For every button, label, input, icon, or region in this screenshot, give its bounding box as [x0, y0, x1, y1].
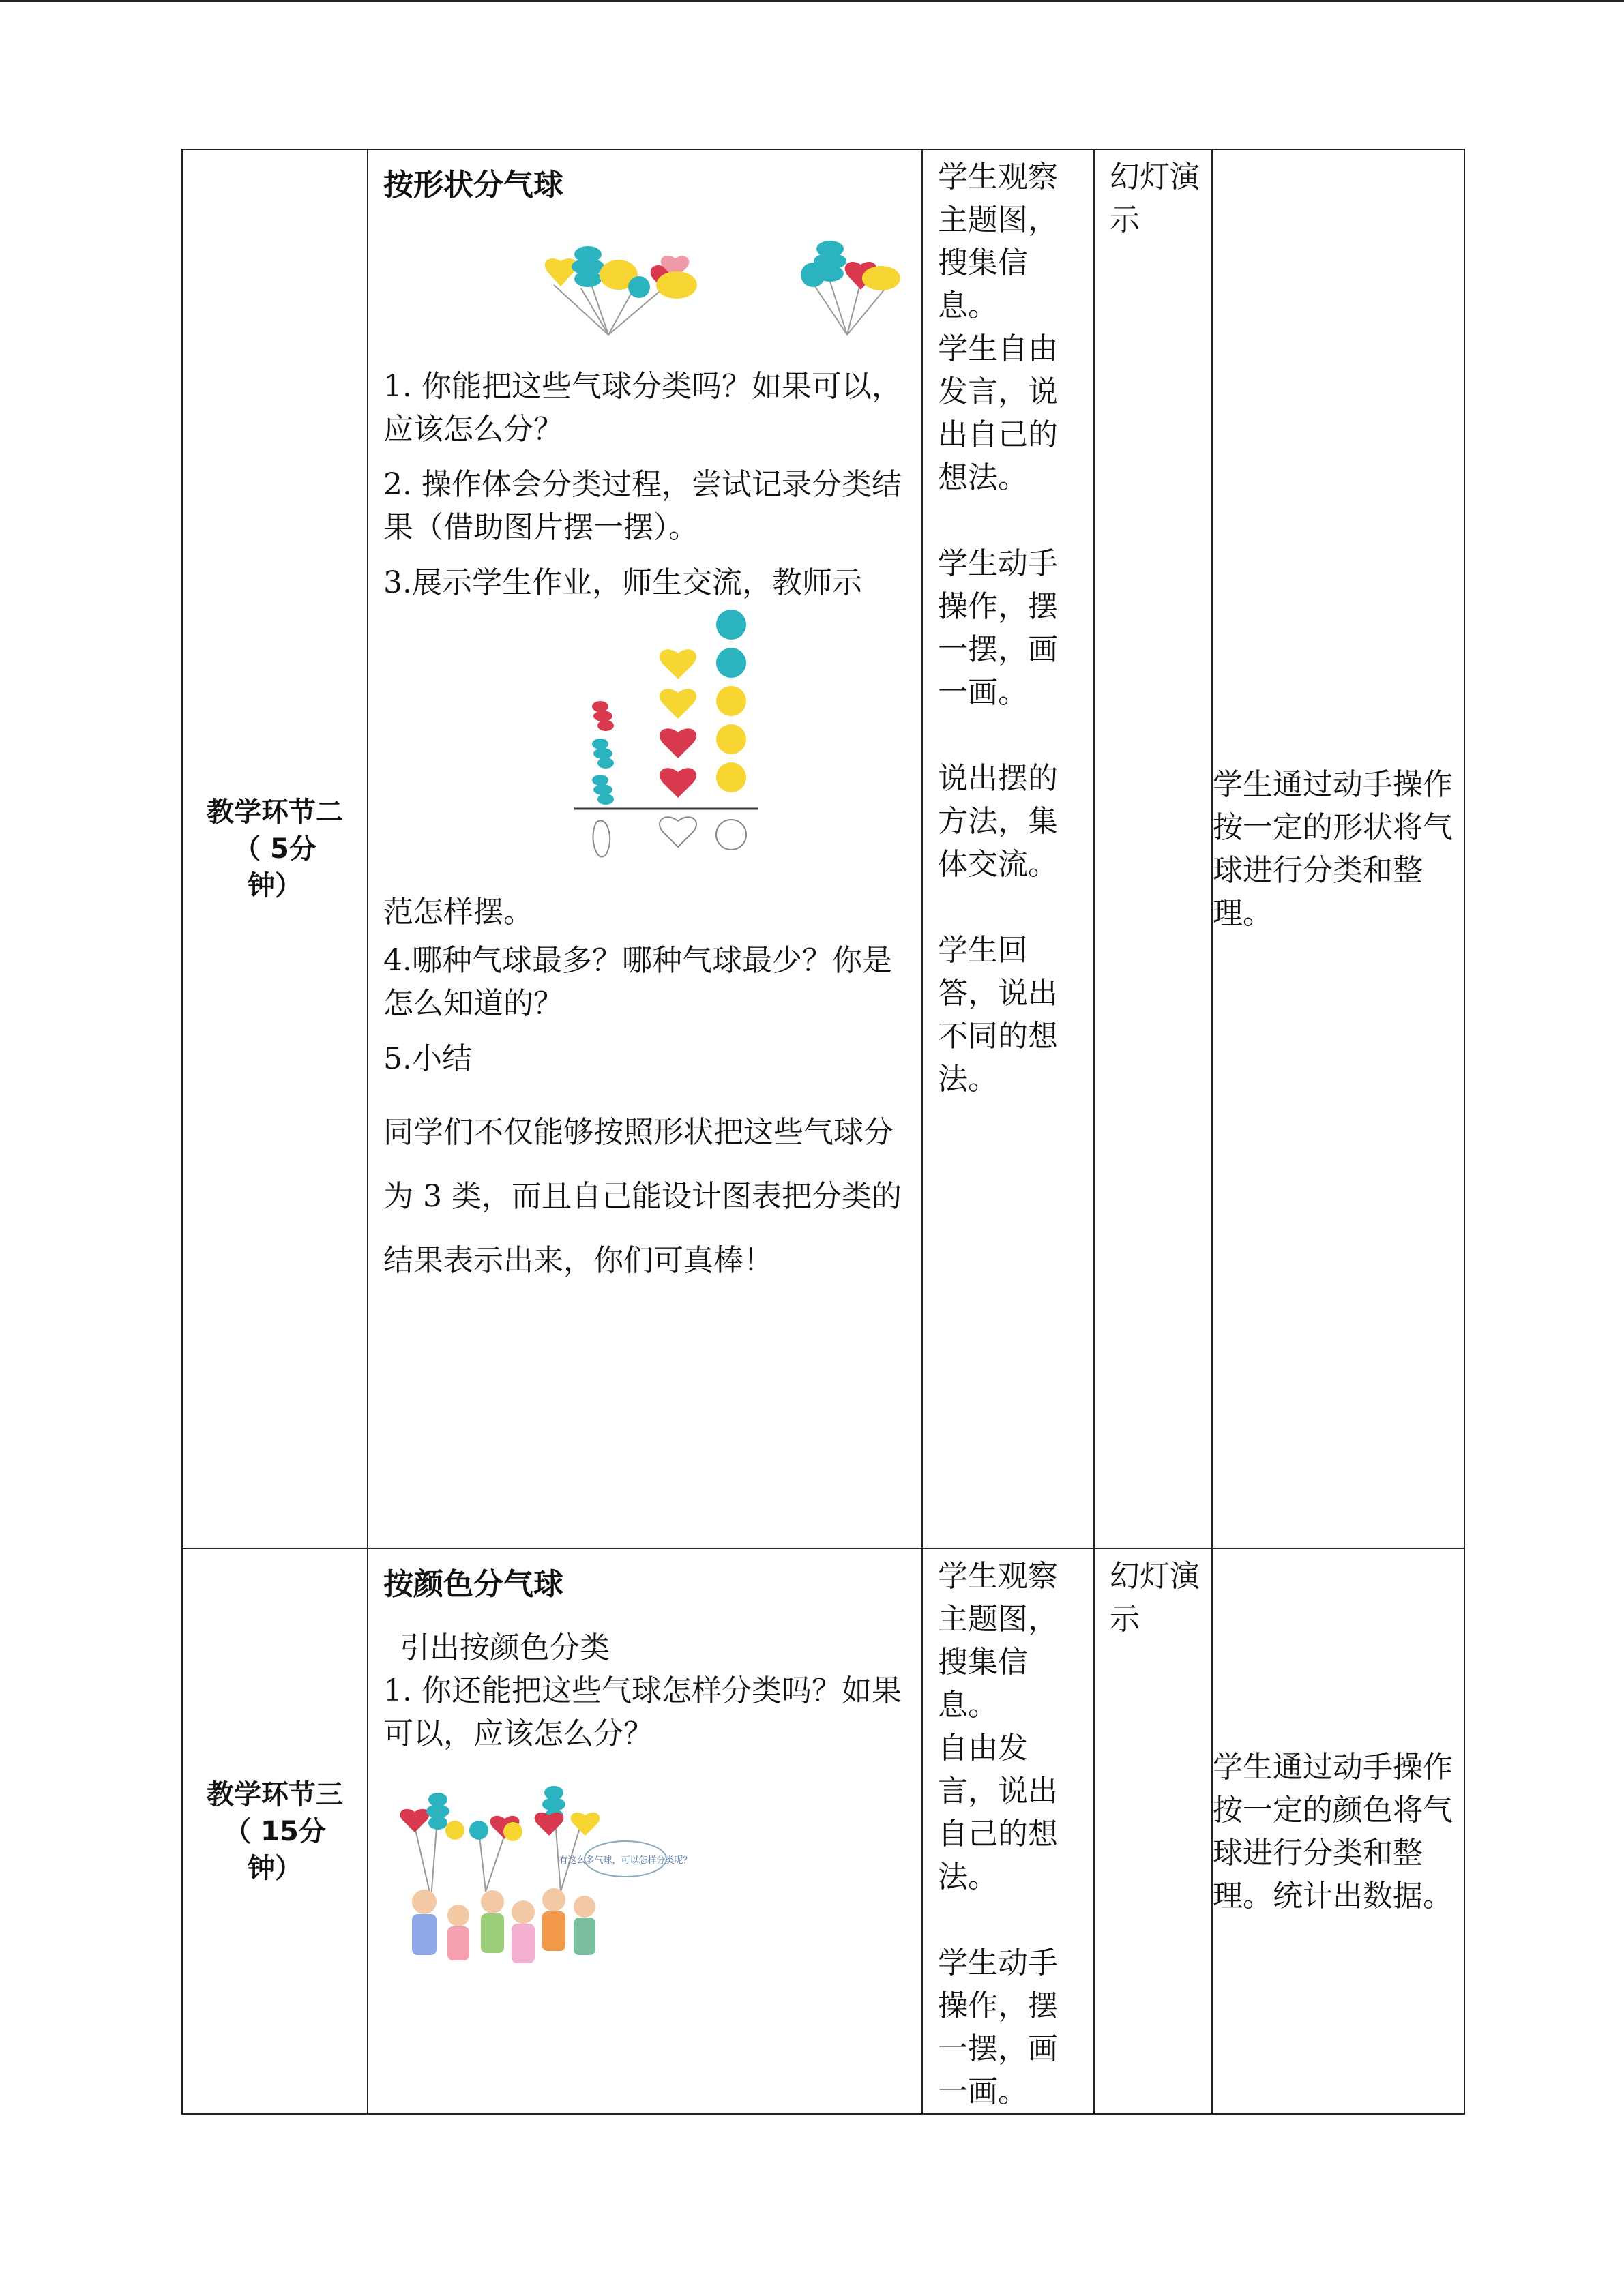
stage-duration: （ 15分	[224, 1815, 326, 1847]
question-3-continued: 范怎样摆。	[383, 895, 533, 929]
lesson-plan-table	[181, 149, 1465, 2115]
lead-text: 引出按颜色分类	[400, 1630, 610, 1665]
media-cell	[1094, 149, 1212, 1549]
design-intent-text: 学生通过动手操作按一定的颜色将气球进行分类和整理。统计出数据。	[1213, 1749, 1453, 1913]
stage-name: 教学环节三	[207, 1778, 343, 1810]
question-2: 2. 操作体会分类过程，尝试记录分类结果（借助图片摆一摆）。	[383, 467, 902, 545]
question-1: 1. 你还能把这些气球怎样分类吗？如果可以，应该怎么分？	[383, 1673, 902, 1751]
student-activity: 学生动手操作，摆一摆，画一画。	[938, 1945, 1058, 2109]
student-activity: 说出摆的方法，集体交流。	[938, 761, 1058, 882]
teaching-content-cell	[368, 149, 922, 1549]
speech-bubble-text: 有这么多气球，可以怎样分类呢？	[559, 1855, 692, 1866]
table-row	[182, 149, 1464, 1549]
stage-duration-unit: 钟）	[248, 1852, 302, 1884]
student-activity: 学生观察主题图，搜集信息。	[938, 160, 1058, 323]
student-activity: 自由发言，说出自己的想法。	[938, 1731, 1058, 1894]
question-1: 1. 你能把这些气球分类吗？如果可以，应该怎么分？	[383, 369, 902, 447]
student-activity-cell	[922, 1549, 1094, 2114]
media-text: 幻灯演示	[1110, 1559, 1200, 1637]
student-activity: 学生回答，说出不同的想法。	[938, 933, 1058, 1097]
stage-cell	[182, 1549, 368, 2114]
stage-duration: （ 5分	[233, 833, 316, 865]
balloon-pictograph	[383, 604, 909, 891]
student-activity: 学生观察主题图，搜集信息。	[938, 1559, 1058, 1723]
student-activity: 学生动手操作，摆一摆，画一画。	[938, 546, 1058, 710]
section-title: 按颜色分气球	[383, 1567, 563, 1602]
section-title: 按形状分气球	[383, 168, 563, 203]
question-5: 5.小结	[383, 1041, 472, 1076]
media-text: 幻灯演示	[1110, 160, 1200, 237]
design-intent-cell	[1212, 149, 1464, 1549]
summary-text: 同学们不仅能够按照形状把这些气球分为 3 类，而且自己能设计图表把分类的结果表示出来，你们可真棒！	[383, 1115, 902, 1278]
media-cell	[1094, 1549, 1212, 2114]
children-with-balloons-illustration	[383, 1783, 692, 1987]
question-3: 3.展示学生作业，师生交流，教师示	[383, 565, 862, 600]
page-top-rule	[0, 0, 1624, 2]
design-intent-cell	[1212, 1549, 1464, 2114]
question-4: 4.哪种气球最多？哪种气球最少？你是怎么知道的？	[383, 943, 892, 1021]
teaching-content-cell	[368, 1549, 922, 2114]
design-intent-text: 学生通过动手操作按一定的形状将气球进行分类和整理。	[1213, 767, 1453, 931]
student-activity-cell	[922, 149, 1094, 1549]
stage-cell	[182, 149, 368, 1549]
balloon-bunches-illustration	[383, 207, 909, 336]
student-activity: 学生自由发言，说出自己的想法。	[938, 331, 1058, 495]
stage-name: 教学环节二	[207, 796, 343, 828]
stage-duration-unit: 钟）	[248, 870, 302, 901]
table-row	[182, 1549, 1464, 2114]
